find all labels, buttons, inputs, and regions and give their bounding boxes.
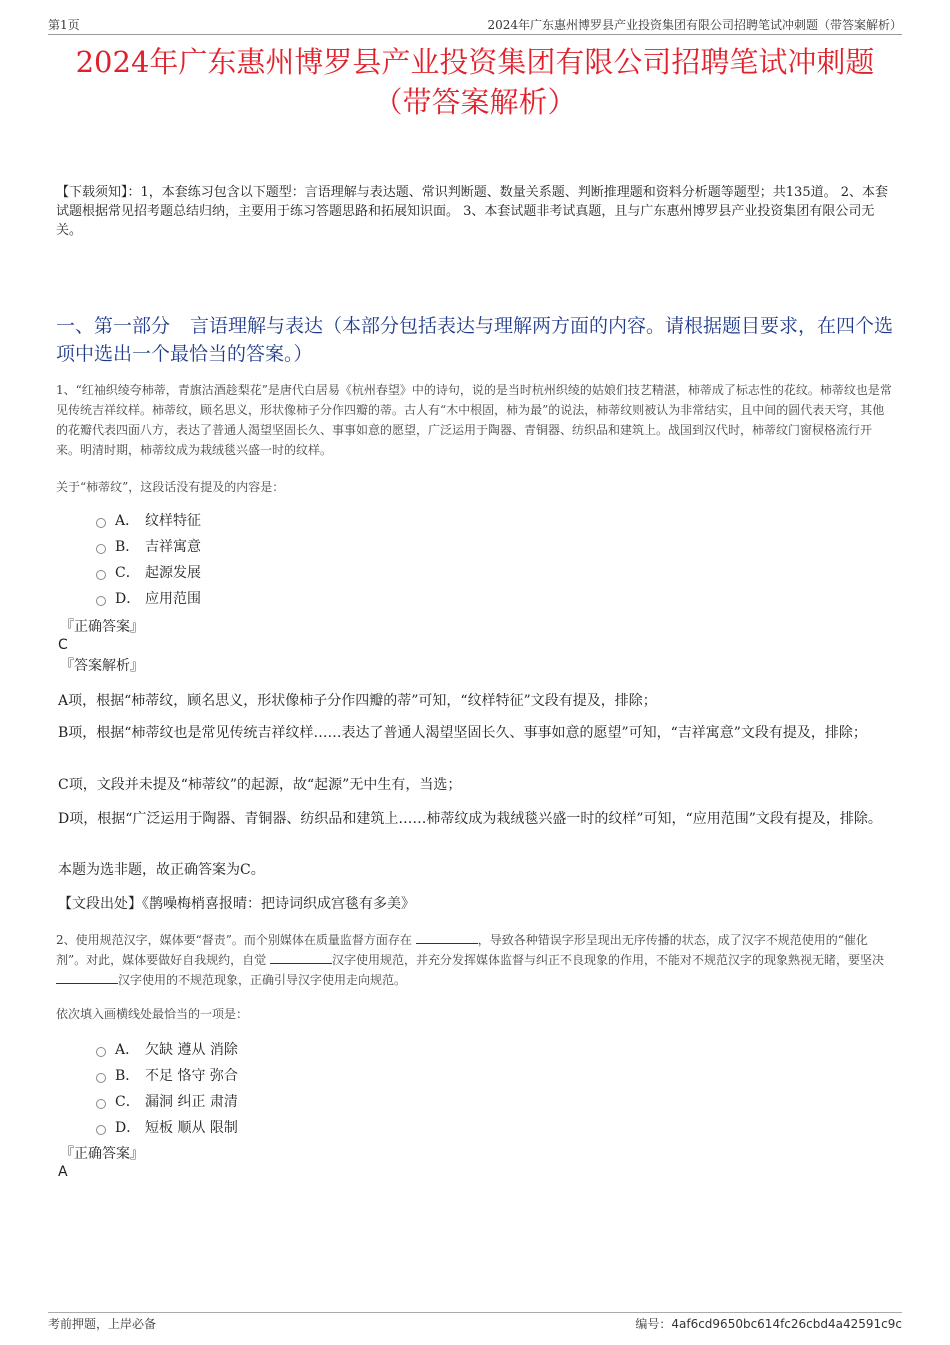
section-heading (56, 312, 894, 368)
answer-label-2: 『正确答案』 (60, 1146, 144, 1162)
analysis-d: D项，根据“广泛运用于陶器、青铜器、纺织品和建筑上……柿蒂纹成为栽绒毯兴盛一时的纹样”可知，“应用范围”文段有提及，排除。 (58, 811, 882, 827)
radio-icon[interactable] (96, 570, 106, 580)
question-2-prompt: 依次填入画横线处最恰当的一项是： (56, 1007, 249, 1021)
document-code: 编号：4af6cd9650bc614fc26cbd4a42591c9c (635, 1317, 902, 1331)
analysis-label: 『答案解析』 (60, 658, 144, 674)
correct-answer-2: A (58, 1164, 68, 1180)
analysis-b: B项，根据“柿蒂纹也是常见传统吉祥纹样……表达了普通人渴望坚固长久、事事如意的愿望”可知，“吉祥寓意”文段有提及，排除； (58, 725, 867, 741)
download-notice: 【下载须知】：1，本套练习包含以下题型：言语理解与表达题、常识判断题、数量关系题、判断推理题和资料分析题等题型；共135道。 2、本套试题根据常见招考题总结归纳，主要用于练习答题思路和拓展知识面。 3、本套试题非考试真题，且与广东惠州博罗县产业投资集团有限公司无关。 (56, 185, 888, 238)
passage-source: 【文段出处】《鹊噪梅梢喜报晴：把诗词织成宫毯有多美》 (58, 896, 415, 912)
document-title (40, 42, 910, 122)
question-2 (56, 930, 894, 990)
question-1 (56, 380, 894, 460)
option-d[interactable]: D． 应用范围 (96, 586, 201, 612)
fill-blank-1[interactable] (416, 931, 478, 944)
footer-slogan: 考前押题，上岸必备 (48, 1317, 157, 1331)
analysis-conclusion: 本题为选非题，故正确答案为C。 (58, 862, 265, 878)
question-2-text: 2、使用规范汉字，媒体要“督责”。而个别媒体在质量监督方面存在 ，导致各种错误字形呈现出无序传播的状态，成了汉字不规范使用的“催化剂”。对此，媒体要做好自我规约，自觉 汉字使用规范，并充分发挥媒体监督与纠正不良现象的作用，不能对不规范汉字的现象熟视无睹，要坚决 汉字使用的不规范现象，正确引导汉字使用走向规范。 (56, 933, 884, 987)
question-1-prompt: 关于“柿蒂纹”，这段话没有提及的内容是： (56, 480, 285, 494)
option-d[interactable]: D． 短板 顺从 限制 (96, 1115, 238, 1141)
radio-icon[interactable] (96, 1099, 106, 1109)
section-part: 一、第一部分 (56, 315, 171, 337)
option-b[interactable]: B． 不足 恪守 弥合 (96, 1063, 238, 1089)
header-doc-title: 2024年广东惠州博罗县产业投资集团有限公司招聘笔试冲刺题（带答案解析） (487, 18, 902, 32)
option-c[interactable]: C． 起源发展 (96, 560, 201, 586)
title-line-2: （带答案解析） (373, 85, 577, 119)
radio-icon[interactable] (96, 544, 106, 554)
radio-icon[interactable] (96, 596, 106, 606)
fill-blank-3[interactable] (56, 971, 118, 984)
analysis-a: A项，根据“柿蒂纹，顾名思义，形状像柿子分作四瓣的蒂”可知，“纹样特征”文段有提及，排除； (58, 693, 657, 709)
option-a[interactable]: A． 欠缺 遵从 消除 (96, 1037, 238, 1063)
radio-icon[interactable] (96, 1073, 106, 1083)
title-line-1: 2024年广东惠州博罗县产业投资集团有限公司招聘笔试冲刺题 (75, 45, 875, 79)
question-1-text: 1、“红袖织绫夸柿蒂，青旗沽酒趁梨花”是唐代白居易《杭州春望》中的诗句，说的是当时杭州织绫的姑娘们技艺精湛，柿蒂成了标志性的花纹。柿蒂纹也是常见传统吉祥纹样。柿蒂纹，顾名思义，形状像柿子分作四瓣的蒂。古人有“木中根固，柿为最”的说法，柿蒂纹则被认为非常结实，且中间的圆代表天穹，其他的花瓣代表四面八方，表达了普通人渴望坚固长久、事事如意的愿望，广泛运用于陶器、青铜器、纺织品和建筑上。战国到汉代时，柿蒂纹门窗棂格流行开来。明清时期，柿蒂纹成为栽绒毯兴盛一时的纹样。 (56, 383, 892, 457)
option-c[interactable]: C． 漏洞 纠正 肃清 (96, 1089, 238, 1115)
analysis-c: C项，文段并未提及“柿蒂纹”的起源，故“起源”无中生有，当选； (58, 777, 462, 793)
fill-blank-2[interactable] (270, 951, 332, 964)
option-b[interactable]: B． 吉祥寓意 (96, 534, 201, 560)
radio-icon[interactable] (96, 1125, 106, 1135)
correct-answer: C (58, 637, 68, 653)
radio-icon[interactable] (96, 518, 106, 528)
page-footer (48, 1312, 902, 1333)
page-header (48, 14, 902, 35)
question-1-options (96, 508, 201, 612)
answer-label: 『正确答案』 (60, 619, 144, 635)
radio-icon[interactable] (96, 1047, 106, 1057)
option-a[interactable]: A． 纹样特征 (96, 508, 201, 534)
section-description: 言语理解与表达（本部分包括表达与理解两方面的内容。请根据题目要求，在四个选项中选出一个最恰当的答案。） (56, 315, 894, 365)
page-number: 第1页 (48, 18, 80, 32)
question-2-options (96, 1037, 238, 1141)
